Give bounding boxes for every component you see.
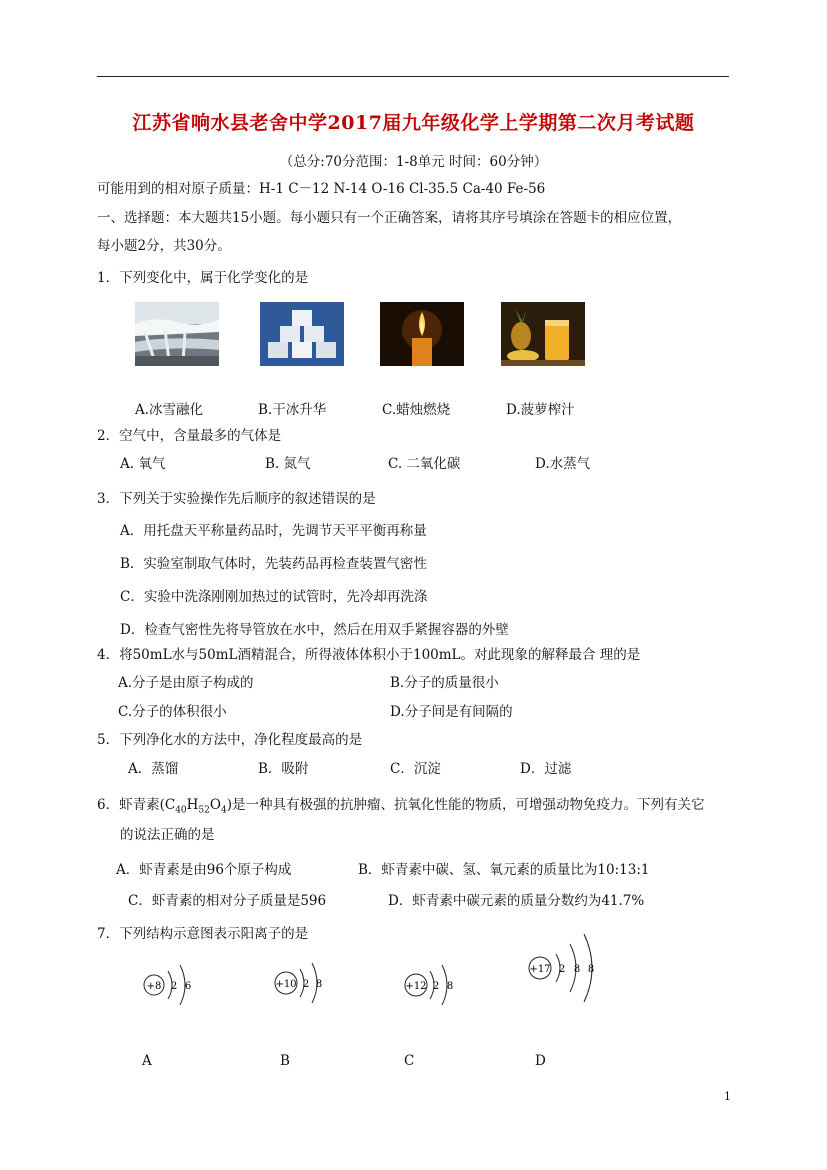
shell-a-2: 6 [184,981,192,992]
atomic-mass-line: 可能用到的相对原子质量：H-1 C－12 N-14 O-16 Cl-35.5 Ca-40 Fe-56 [97,181,546,197]
nucleus-d: +17 [529,964,551,975]
header-rule [97,76,729,77]
section-instructions: 一、选择题：本大题共15小题。每小题只有一个正确答案，请将其序号填涂在答题卡的相应位置， [97,210,682,226]
shell-b-1: 2 [302,979,310,990]
q3-option-c: C．实验中洗涤刚刚加热过的试管时，先冷却再洗涤 [120,589,428,605]
nucleus-c: +12 [405,981,427,992]
q4-option-a: A.分子是由原子构成的 [118,675,254,691]
shell-a-1: 2 [170,981,178,992]
q1-option-b: B.干冰升华 [258,402,327,418]
q2-option-a: A. 氧气 [120,456,166,472]
q3-stem: 3．下列关于实验操作先后顺序的叙述错误的是 [97,491,376,507]
atom-diagram-b [262,945,342,1015]
q5-stem: 5．下列净化水的方法中，净化程度最高的是 [97,732,363,748]
q7-label-d: D [535,1053,546,1069]
atom-diagram-d [520,928,620,1008]
q6-stem-cont: 的说法正确的是 [120,827,215,843]
shell-d-3: 8 [587,964,595,975]
section-instructions-cont: 每小题2分，共30分。 [97,238,231,254]
q4-option-d: D.分子间是有间隔的 [390,704,513,720]
q6-option-d: D．虾青素中碳元素的质量分数约为41.7% [388,893,645,909]
burning-candle-photo [380,302,464,366]
atom-diagram-c [392,945,472,1015]
q5-option-c: C．沉淀 [390,761,441,777]
q5-option-d: D．过滤 [520,761,572,777]
q2-stem: 2．空气中，含量最多的气体是 [97,428,282,444]
shell-c-2: 8 [446,981,454,992]
q6-option-b: B．虾青素中碳、氢、氧元素的质量比为10:13:1 [358,862,650,878]
q7-stem: 7．下列结构示意图表示阳离子的是 [97,926,309,942]
shell-c-1: 2 [432,981,440,992]
q2-option-b: B. 氮气 [265,456,311,472]
exam-info: （总分:70分范围：1-8单元 时间：60分钟） [279,154,548,170]
q3-option-b: B．实验室制取气体时，先装药品再检查装置气密性 [120,556,427,572]
q3-option-d: D．检查气密性先将导管放在水中，然后在用双手紧握容器的外壁 [120,622,509,638]
q2-option-c: C. 二氧化碳 [388,456,461,472]
q6-stem: 6．虾青素$(C_{40}H_{52}O_4)$是一种具有极强的抗肿瘤、抗氧化性能的物质，可增强动物免疫力。下列有关它 [97,797,705,816]
page-number: 1 [724,1090,731,1103]
nucleus-a: +8 [146,981,162,992]
page-title: 江苏省响水县老舍中学2017届九年级化学上学期第二次月考试题 [132,112,695,134]
q6-option-a: A．虾青素是由96个原子构成 [116,862,292,878]
q4-option-c: C.分子的体积很小 [118,704,227,720]
q7-label-b: B [280,1053,290,1069]
q6-option-c: C．虾青素的相对分子质量是596 [128,893,327,909]
shell-d-1: 2 [558,964,566,975]
q1-option-c: C.蜡烛燃烧 [382,402,451,418]
shell-b-2: 8 [315,979,323,990]
q7-label-c: C [404,1053,415,1069]
icy-stream-photo [135,302,219,366]
pineapple-juice-photo [501,302,585,366]
q1-stem: 1．下列变化中，属于化学变化的是 [97,270,309,286]
q1-option-a: A.冰雪融化 [135,402,204,418]
q5-option-a: A．蒸馏 [128,761,179,777]
q3-option-a: A．用托盘天平称量药品时，先调节天平平衡再称量 [120,523,427,539]
nucleus-b: +10 [275,979,297,990]
atom-diagram-a [130,945,210,1015]
q7-label-a: A [142,1053,152,1069]
shell-d-2: 8 [573,964,581,975]
q1-option-d: D.菠萝榨汁 [506,402,575,418]
q4-stem: 4．将50mL水与50mL酒精混合，所得液体体积小于100mL。对此现象的解释最合 理的是 [97,647,641,663]
q5-option-b: B．吸附 [258,761,309,777]
q4-option-b: B.分子的质量很小 [390,675,499,691]
q2-option-d: D.水蒸气 [535,456,591,472]
dry-ice-cubes-photo [260,302,344,366]
